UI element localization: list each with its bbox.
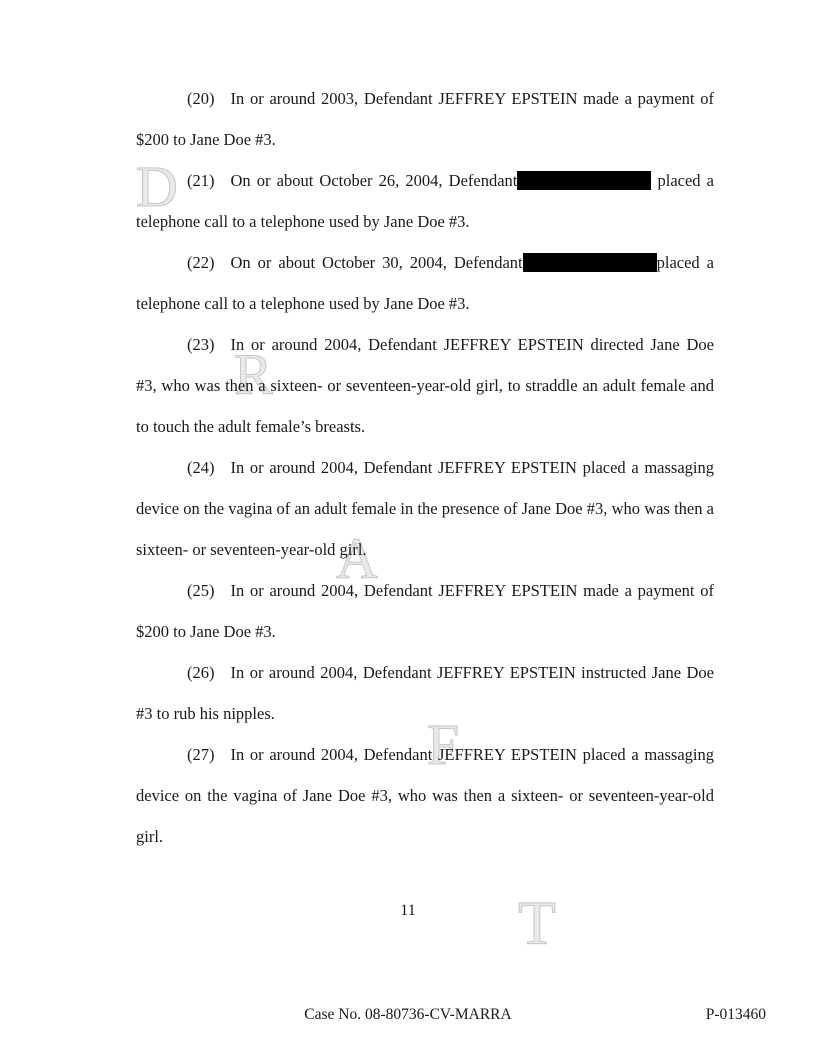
paragraph-number: (22) xyxy=(187,253,215,272)
redaction-box xyxy=(517,171,651,190)
watermark-letter-r: R xyxy=(234,342,273,407)
watermark-letter-a: A xyxy=(336,526,378,591)
watermark-letter-t: T xyxy=(518,890,556,958)
paragraph-number: (24) xyxy=(187,458,215,477)
paragraph-26: (26) In or around 2004, Defendant JEFFREY EPSTEIN instructed Jane Doe #3 to rub his nipples. xyxy=(136,663,714,723)
paragraph-21: (21) On or about October 26, 2004, Defendant placed a telephone call to a telephone used by Jane Doe #3. xyxy=(136,171,714,231)
paragraph-number: (25) xyxy=(187,581,215,600)
watermark-letter-f: F xyxy=(427,712,460,777)
paragraph-number: (20) xyxy=(187,89,215,108)
paragraph-number: (26) xyxy=(187,663,215,682)
paragraph-27: (27) In or around 2004, Defendant JEFFREY EPSTEIN placed a massaging device on the vagina of Jane Doe #3, who was then a sixteen- or seventeen-year-old girl. xyxy=(136,745,714,846)
redaction-box xyxy=(523,253,657,272)
paragraph-25: (25) In or around 2004, Defendant JEFFREY EPSTEIN made a payment of $200 to Jane Doe #3. xyxy=(136,581,714,641)
paragraph-number: (21) xyxy=(187,171,215,190)
paragraph-20: (20) In or around 2003, Defendant JEFFREY EPSTEIN made a payment of $200 to Jane Doe #3. xyxy=(136,89,714,149)
document-body xyxy=(136,78,714,857)
paragraph-24: (24) In or around 2004, Defendant JEFFREY EPSTEIN placed a massaging device on the vagina of an adult female in the presence of Jane Doe #3, who was then a sixteen- or seventeen-year-old girl. xyxy=(136,458,714,559)
paragraph-number: (23) xyxy=(187,335,215,354)
page-number: 11 xyxy=(400,902,416,919)
page-footer xyxy=(0,1006,816,1030)
bates-number: P-013460 xyxy=(705,1006,766,1023)
paragraph-22: (22) On or about October 30, 2004, Defendant placed a telephone call to a telephone used by Jane Doe #3. xyxy=(136,253,714,313)
paragraph-number: (27) xyxy=(187,745,215,764)
watermark-letter-d: D xyxy=(136,154,178,219)
paragraph-23: (23) In or around 2004, Defendant JEFFREY EPSTEIN directed Jane Doe #3, who was then a sixteen- or seventeen-year-old girl, to straddle an adult female and to touch the adult female’s breasts. xyxy=(136,335,714,436)
case-number: Case No. 08-80736-CV-MARRA xyxy=(304,1006,512,1023)
